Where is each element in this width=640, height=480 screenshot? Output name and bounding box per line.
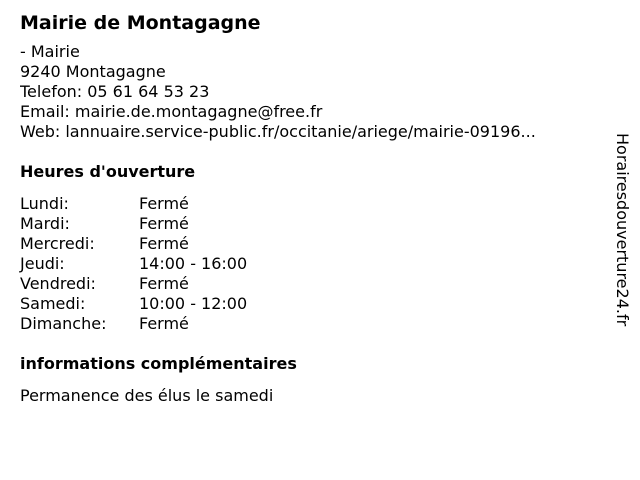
additional-info <box>20 354 600 406</box>
day-label: Jeudi: <box>20 254 65 273</box>
hours-row-wednesday <box>20 234 600 254</box>
day-label: Mercredi: <box>20 234 95 253</box>
hours-value: Fermé <box>139 274 189 293</box>
phone-line: Telefon: 05 61 64 53 23 <box>20 82 210 101</box>
hours-row-sunday <box>20 314 600 334</box>
content-area <box>20 10 600 406</box>
hours-value: Fermé <box>139 194 189 213</box>
day-label: Mardi: <box>20 214 70 233</box>
day-label: Lundi: <box>20 194 69 213</box>
day-label: Vendredi: <box>20 274 96 293</box>
hours-value: 10:00 - 12:00 <box>139 294 248 313</box>
contact-block <box>20 42 600 142</box>
day-label: Dimanche: <box>20 314 107 333</box>
web-line: Web: lannuaire.service-public.fr/occitanie/ariege/mairie-09196... <box>20 122 536 141</box>
page-title: Mairie de Montagagne <box>20 12 261 34</box>
hours-row-tuesday <box>20 214 600 234</box>
hours-value: Fermé <box>139 234 189 253</box>
additional-info-title: informations complémentaires <box>20 354 297 373</box>
opening-hours <box>20 162 600 334</box>
hours-value: Fermé <box>139 314 189 333</box>
location-subtitle: - Mairie <box>20 42 80 61</box>
email-line: Email: mairie.de.montagagne@free.fr <box>20 102 323 121</box>
hours-row-friday <box>20 274 600 294</box>
additional-info-text: Permanence des élus le samedi <box>20 386 274 405</box>
hours-row-thursday <box>20 254 600 274</box>
opening-hours-title: Heures d'ouverture <box>20 162 196 181</box>
brand-text: Horairesdouverture24.fr <box>613 133 632 327</box>
hours-value: Fermé <box>139 214 189 233</box>
hours-row-saturday <box>20 294 600 314</box>
hours-value: 14:00 - 16:00 <box>139 254 248 273</box>
day-label: Samedi: <box>20 294 86 313</box>
hours-row-monday <box>20 194 600 214</box>
postal-address: 9240 Montagagne <box>20 62 166 81</box>
side-brand <box>610 133 634 373</box>
